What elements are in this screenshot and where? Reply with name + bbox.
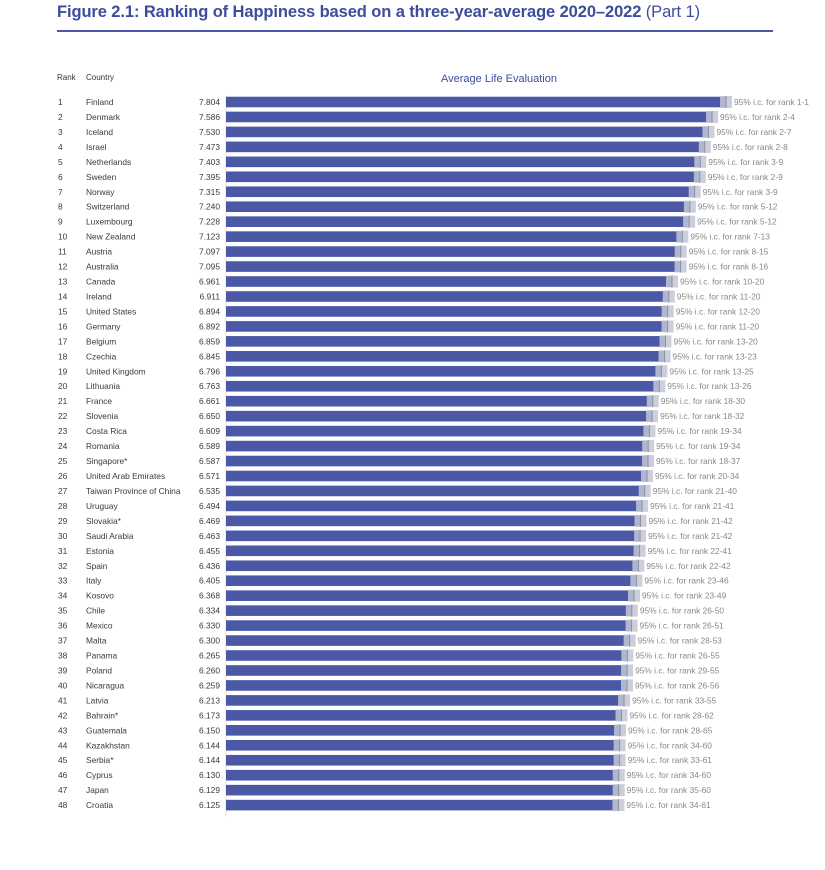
country-label: Croatia bbox=[86, 800, 113, 811]
bar bbox=[226, 605, 632, 616]
value-label: 6.589 bbox=[199, 441, 220, 452]
rank-label: 20 bbox=[58, 381, 68, 392]
value-label: 6.334 bbox=[199, 605, 220, 616]
country-label: Panama bbox=[86, 650, 118, 661]
ci-rank-label: 95% i.c. for rank 8-16 bbox=[688, 261, 769, 272]
rank-label: 48 bbox=[58, 800, 68, 811]
rank-label: 12 bbox=[58, 261, 68, 272]
value-label: 7.395 bbox=[199, 171, 220, 182]
country-label: Latvia bbox=[86, 695, 109, 706]
value-label: 7.473 bbox=[199, 141, 220, 152]
country-label: Denmark bbox=[86, 111, 120, 122]
rank-label: 5 bbox=[58, 156, 63, 167]
value-label: 6.494 bbox=[199, 500, 220, 511]
rank-label: 11 bbox=[58, 246, 67, 257]
value-label: 6.150 bbox=[199, 725, 220, 736]
rank-label: 2 bbox=[58, 111, 63, 122]
country-column-header: Country bbox=[86, 73, 115, 82]
rank-label: 21 bbox=[58, 396, 68, 407]
ci-rank-label: 95% i.c. for rank 22-41 bbox=[647, 545, 732, 556]
ci-rank-label: 95% i.c. for rank 7-13 bbox=[690, 231, 770, 242]
bar bbox=[226, 680, 627, 691]
bar bbox=[226, 426, 649, 437]
country-label: Kazakhstan bbox=[86, 740, 130, 751]
ci-rank-label: 95% i.c. for rank 11-20 bbox=[676, 291, 761, 302]
country-label: Mexico bbox=[86, 620, 113, 631]
bar bbox=[226, 665, 627, 676]
figure-title-part: (Part 1) bbox=[645, 3, 700, 21]
value-label: 7.095 bbox=[199, 261, 220, 272]
country-label: Belgium bbox=[86, 336, 117, 347]
country-label: Sweden bbox=[86, 171, 117, 182]
country-label: Malta bbox=[86, 635, 107, 646]
country-label: Kosovo bbox=[86, 590, 114, 601]
value-label: 6.259 bbox=[199, 680, 220, 691]
rank-label: 19 bbox=[58, 366, 68, 377]
rank-label: 14 bbox=[58, 291, 68, 302]
value-label: 7.097 bbox=[199, 246, 220, 257]
value-label: 6.129 bbox=[199, 785, 220, 796]
rank-label: 34 bbox=[58, 590, 68, 601]
value-label: 6.173 bbox=[199, 710, 220, 721]
rank-label: 42 bbox=[58, 710, 68, 721]
rank-label: 47 bbox=[58, 785, 68, 796]
bar bbox=[226, 381, 659, 392]
figure-title-main: Figure 2.1: Ranking of Happiness based on a three-year-average 2020–2022 bbox=[57, 3, 642, 21]
rank-label: 28 bbox=[58, 500, 68, 511]
value-label: 6.609 bbox=[199, 426, 220, 437]
bar bbox=[226, 186, 695, 197]
country-label: United States bbox=[86, 306, 137, 317]
bar bbox=[226, 441, 648, 452]
value-label: 7.403 bbox=[199, 156, 220, 167]
bar bbox=[226, 560, 638, 571]
bar bbox=[226, 321, 668, 332]
rank-label: 32 bbox=[58, 560, 68, 571]
rank-label: 45 bbox=[58, 755, 68, 766]
country-label: Saudi Arabia bbox=[86, 530, 134, 541]
ci-rank-label: 95% i.c. for rank 2-4 bbox=[720, 111, 795, 122]
ci-rank-label: 95% i.c. for rank 21-42 bbox=[648, 530, 733, 541]
value-label: 7.315 bbox=[199, 186, 220, 197]
country-label: Estonia bbox=[86, 545, 114, 556]
value-label: 6.463 bbox=[199, 530, 220, 541]
country-label: Switzerland bbox=[86, 201, 130, 212]
bar bbox=[226, 755, 620, 766]
country-label: New Zealand bbox=[86, 231, 136, 242]
ci-rank-label: 95% i.c. for rank 33-55 bbox=[632, 695, 717, 706]
ci-rank-label: 95% i.c. for rank 5-12 bbox=[697, 201, 778, 212]
country-label: Singapore* bbox=[86, 456, 128, 467]
country-label: Japan bbox=[86, 785, 109, 796]
bar bbox=[226, 546, 640, 557]
bar bbox=[226, 516, 640, 527]
bar bbox=[226, 471, 647, 482]
ci-rank-label: 95% i.c. for rank 34-60 bbox=[626, 770, 712, 781]
rank-column-header: Rank bbox=[57, 73, 76, 82]
value-label: 6.469 bbox=[199, 515, 220, 526]
value-label: 6.661 bbox=[199, 396, 220, 407]
value-label: 7.123 bbox=[199, 231, 220, 242]
rank-label: 25 bbox=[58, 456, 68, 467]
ci-rank-label: 95% i.c. for rank 18-37 bbox=[656, 456, 741, 467]
bar bbox=[226, 336, 665, 347]
rank-label: 27 bbox=[58, 485, 68, 496]
bar bbox=[226, 172, 700, 183]
ci-rank-label: 95% i.c. for rank 21-42 bbox=[648, 515, 733, 526]
value-label: 6.796 bbox=[199, 366, 220, 377]
value-label: 7.586 bbox=[199, 111, 220, 122]
rank-label: 7 bbox=[58, 186, 63, 197]
ci-rank-label: 95% i.c. for rank 3-9 bbox=[708, 156, 784, 167]
value-label: 6.368 bbox=[199, 590, 220, 601]
ci-rank-label: 95% i.c. for rank 13-20 bbox=[673, 336, 758, 347]
ci-rank-label: 95% i.c. for rank 26-51 bbox=[639, 620, 724, 631]
country-label: Slovakia* bbox=[86, 515, 121, 526]
country-label: Bahrain* bbox=[86, 710, 119, 721]
value-label: 6.571 bbox=[199, 471, 220, 481]
country-label: Germany bbox=[86, 321, 121, 332]
country-label: Lithuania bbox=[86, 381, 120, 392]
country-label: Poland bbox=[86, 665, 113, 676]
rank-label: 10 bbox=[58, 231, 68, 242]
country-label: Chile bbox=[86, 605, 106, 616]
country-label: Czechia bbox=[86, 351, 117, 362]
ci-rank-label: 95% i.c. for rank 33-61 bbox=[627, 755, 712, 766]
rank-label: 18 bbox=[58, 351, 68, 362]
value-label: 6.130 bbox=[199, 770, 220, 781]
rank-label: 46 bbox=[58, 770, 68, 781]
bar bbox=[226, 486, 645, 497]
rank-label: 40 bbox=[58, 680, 68, 691]
rank-label: 17 bbox=[58, 336, 68, 347]
country-label: Israel bbox=[86, 141, 107, 152]
rank-label: 38 bbox=[58, 650, 68, 661]
rank-label: 29 bbox=[58, 515, 68, 526]
value-label: 6.405 bbox=[199, 575, 220, 586]
value-label: 7.530 bbox=[199, 126, 220, 137]
ci-rank-label: 95% i.c. for rank 22-42 bbox=[646, 560, 731, 571]
ci-rank-label: 95% i.c. for rank 10-20 bbox=[679, 276, 765, 287]
ci-rank-label: 95% i.c. for rank 34-61 bbox=[626, 800, 711, 811]
ci-rank-label: 95% i.c. for rank 8-15 bbox=[688, 246, 769, 257]
value-label: 6.330 bbox=[199, 620, 220, 631]
ci-rank-label: 95% i.c. for rank 13-26 bbox=[667, 381, 752, 392]
bar bbox=[226, 276, 672, 287]
ci-rank-label: 95% i.c. for rank 18-30 bbox=[660, 396, 746, 407]
rank-label: 13 bbox=[58, 276, 68, 287]
bar bbox=[226, 291, 669, 302]
rank-label: 26 bbox=[58, 471, 68, 481]
bar bbox=[226, 456, 648, 467]
bar bbox=[226, 800, 618, 811]
ci-rank-label: 95% i.c. for rank 23-49 bbox=[641, 590, 727, 601]
value-label: 6.144 bbox=[199, 755, 220, 766]
bar bbox=[226, 635, 630, 646]
rank-label: 30 bbox=[58, 530, 68, 541]
country-label: Costa Rica bbox=[86, 426, 127, 437]
country-label: Romania bbox=[86, 441, 120, 452]
bar bbox=[226, 501, 642, 512]
rank-label: 16 bbox=[58, 321, 68, 332]
bar bbox=[226, 620, 632, 631]
value-label: 6.436 bbox=[199, 560, 220, 571]
country-label: Australia bbox=[86, 261, 119, 272]
bar bbox=[226, 157, 700, 168]
rank-label: 8 bbox=[58, 201, 63, 212]
ci-rank-label: 95% i.c. for rank 3-9 bbox=[702, 186, 778, 197]
country-label: Austria bbox=[86, 246, 113, 257]
bar bbox=[226, 411, 652, 422]
rank-label: 41 bbox=[58, 695, 68, 706]
ci-rank-label: 95% i.c. for rank 26-56 bbox=[635, 680, 720, 691]
value-label: 6.845 bbox=[199, 351, 220, 362]
value-label: 6.763 bbox=[199, 381, 220, 392]
value-label: 6.859 bbox=[199, 336, 220, 347]
rank-label: 15 bbox=[58, 306, 68, 317]
value-label: 7.228 bbox=[199, 216, 220, 227]
value-label: 6.650 bbox=[199, 411, 220, 422]
bar bbox=[226, 231, 682, 242]
rank-label: 1 bbox=[58, 97, 63, 107]
ci-rank-label: 95% i.c. for rank 18-32 bbox=[660, 411, 745, 422]
rank-label: 23 bbox=[58, 426, 68, 437]
rank-label: 44 bbox=[58, 740, 68, 751]
country-label: Finland bbox=[86, 97, 114, 107]
rank-label: 39 bbox=[58, 665, 68, 676]
bar bbox=[226, 351, 665, 362]
country-label: Iceland bbox=[86, 126, 114, 137]
ci-rank-label: 95% i.c. for rank 2-9 bbox=[707, 171, 783, 182]
country-label: Serbia* bbox=[86, 755, 114, 766]
country-label: Spain bbox=[86, 560, 108, 571]
bar bbox=[226, 201, 690, 212]
bar bbox=[226, 725, 620, 736]
value-label: 6.911 bbox=[199, 291, 220, 302]
value-label: 6.125 bbox=[199, 800, 220, 811]
value-label: 6.213 bbox=[199, 695, 220, 706]
ci-rank-label: 95% i.c. for rank 20-34 bbox=[655, 471, 740, 481]
rank-label: 43 bbox=[58, 725, 68, 736]
country-label: France bbox=[86, 396, 113, 407]
bar bbox=[226, 710, 622, 721]
ci-rank-label: 95% i.c. for rank 19-34 bbox=[657, 426, 742, 437]
country-label: Guatemala bbox=[86, 725, 127, 736]
ci-rank-label: 95% i.c. for rank 2-7 bbox=[716, 126, 792, 137]
value-label: 7.804 bbox=[199, 97, 220, 107]
ci-rank-label: 95% i.c. for rank 19-34 bbox=[656, 441, 741, 452]
bar bbox=[226, 575, 636, 586]
ci-rank-label: 95% i.c. for rank 28-53 bbox=[637, 635, 722, 646]
ci-rank-label: 95% i.c. for rank 26-50 bbox=[639, 605, 725, 616]
bar bbox=[226, 740, 620, 751]
bar bbox=[226, 216, 689, 227]
rank-label: 31 bbox=[58, 545, 68, 556]
value-label: 6.144 bbox=[199, 740, 220, 751]
country-label: Italy bbox=[86, 575, 102, 586]
country-label: Norway bbox=[86, 186, 115, 197]
value-label: 6.535 bbox=[199, 485, 220, 496]
rank-label: 35 bbox=[58, 605, 68, 616]
rank-label: 6 bbox=[58, 171, 63, 182]
country-label: Netherlands bbox=[86, 156, 132, 167]
country-label: Taiwan Province of China bbox=[86, 485, 181, 496]
ci-rank-label: 95% i.c. for rank 28-62 bbox=[629, 710, 714, 721]
country-label: Cyprus bbox=[86, 770, 113, 781]
ci-rank-label: 95% i.c. for rank 13-23 bbox=[672, 351, 757, 362]
country-label: Uruguay bbox=[86, 500, 118, 511]
rank-label: 24 bbox=[58, 441, 68, 452]
ci-rank-label: 95% i.c. for rank 11-20 bbox=[675, 321, 760, 332]
value-label: 6.300 bbox=[199, 635, 220, 646]
bar bbox=[226, 785, 619, 796]
country-label: United Kingdom bbox=[86, 366, 146, 377]
rank-label: 4 bbox=[58, 141, 63, 152]
ci-rank-label: 95% i.c. for rank 21-41 bbox=[650, 500, 735, 511]
chart-title: Average Life Evaluation bbox=[441, 73, 557, 85]
bar bbox=[226, 531, 640, 542]
ci-rank-label: 95% i.c. for rank 12-20 bbox=[675, 306, 760, 317]
value-label: 6.260 bbox=[199, 665, 220, 676]
ci-rank-label: 95% i.c. for rank 29-55 bbox=[635, 665, 720, 676]
bar bbox=[226, 590, 634, 601]
bar bbox=[226, 306, 668, 317]
country-label: Luxembourg bbox=[86, 216, 133, 227]
bar bbox=[226, 127, 708, 138]
bar bbox=[226, 246, 681, 257]
country-label: United Arab Emirates bbox=[86, 471, 166, 481]
bar bbox=[226, 396, 653, 407]
bar bbox=[226, 112, 712, 123]
country-label: Canada bbox=[86, 276, 116, 287]
rank-label: 9 bbox=[58, 216, 63, 227]
ci-rank-label: 95% i.c. for rank 35-60 bbox=[626, 785, 711, 796]
value-label: 6.961 bbox=[199, 276, 220, 287]
bar bbox=[226, 695, 624, 706]
country-label: Ireland bbox=[86, 291, 112, 302]
rank-label: 33 bbox=[58, 575, 68, 586]
bar bbox=[226, 97, 726, 108]
ci-rank-label: 95% i.c. for rank 26-55 bbox=[635, 650, 720, 661]
value-label: 6.892 bbox=[199, 321, 220, 332]
country-label: Nicaragua bbox=[86, 680, 125, 691]
value-label: 6.587 bbox=[199, 456, 220, 467]
value-label: 7.240 bbox=[199, 201, 220, 212]
bar bbox=[226, 366, 661, 377]
ci-rank-label: 95% i.c. for rank 21-40 bbox=[652, 485, 737, 496]
rank-label: 3 bbox=[58, 126, 63, 137]
ci-rank-label: 95% i.c. for rank 28-65 bbox=[628, 725, 713, 736]
ci-rank-label: 95% i.c. for rank 34-60 bbox=[627, 740, 712, 751]
ci-rank-label: 95% i.c. for rank 2-8 bbox=[712, 141, 788, 152]
country-label: Slovenia bbox=[86, 411, 119, 422]
ci-rank-label: 95% i.c. for rank 23-46 bbox=[644, 575, 729, 586]
bar bbox=[226, 770, 619, 781]
value-label: 6.894 bbox=[199, 306, 220, 317]
value-label: 6.455 bbox=[199, 545, 220, 556]
bar bbox=[226, 261, 681, 272]
value-label: 6.265 bbox=[199, 650, 220, 661]
ci-rank-label: 95% i.c. for rank 1-1 bbox=[734, 97, 809, 107]
rank-label: 36 bbox=[58, 620, 68, 631]
ci-rank-label: 95% i.c. for rank 5-12 bbox=[697, 216, 777, 227]
bar bbox=[226, 650, 627, 661]
ci-rank-label: 95% i.c. for rank 13-25 bbox=[669, 366, 754, 377]
rank-label: 37 bbox=[58, 635, 68, 646]
bar bbox=[226, 142, 705, 153]
rank-label: 22 bbox=[58, 411, 68, 422]
